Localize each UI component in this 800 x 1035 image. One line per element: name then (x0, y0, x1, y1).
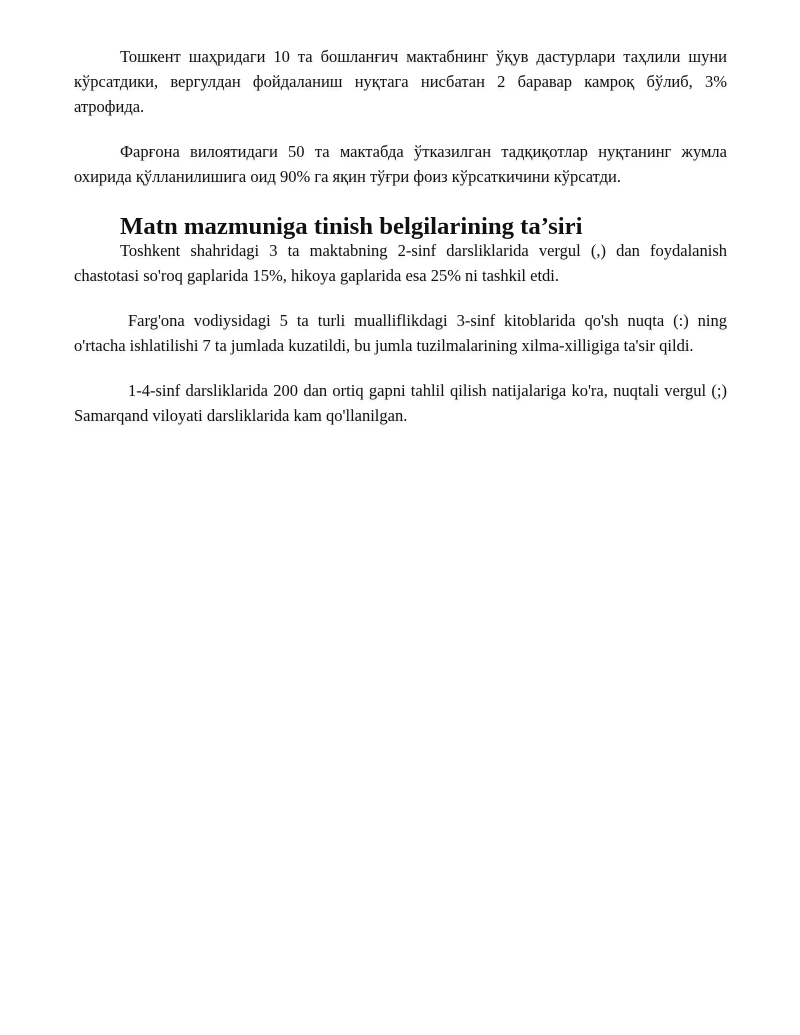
paragraph-fergana-schools: Фарғона вилоятидаги 50 та мактабда ўтказилган тадқиқотлар нуқтанинг жумла охирида қўлланилишига оид 90% га яқин тўғри фоиз кўрсаткичини кўрсатди. (74, 142, 727, 186)
paragraph-tashkent-schools: Тошкент шаҳридаги 10 та бошланғич мактабнинг ўқув дастурлари таҳлили шуни кўрсатдики, вергулдан фойдаланиш нуқтага нисбатан 2 баравар камроқ бўлиб, 3% атрофида. (74, 47, 727, 116)
paragraph-semicolon-usage: 1-4-sinf darsliklarida 200 dan ortiq gapni tahlil qilish natijalariga ko'ra, nuqtali vergul (;) Samarqand viloyati darsliklarida kam qo'llanilgan. (74, 381, 727, 425)
paragraph-colon-usage: Farg'ona vodiysidagi 5 ta turli mualliflikdagi 3-sinf kitoblarida qo'sh nuqta (:) ning o'rtacha ishlatilishi 7 ta jumlada kuzatildi, bu jumla tuzilmalarining xilma-xilligiga ta'sir qildi. (74, 311, 727, 355)
paragraph-comma-frequency: Toshkent shahridagi 3 ta maktabning 2-sinf darsliklarida vergul (,) dan foydalanish chastotasi so'roq gaplarida 15%, hikoya gaplarida esa 25% ni tashkil etdi. (74, 241, 727, 285)
document-page (74, 44, 727, 428)
section-heading: Matn mazmuniga tinish belgilarining ta’siri (120, 213, 583, 240)
